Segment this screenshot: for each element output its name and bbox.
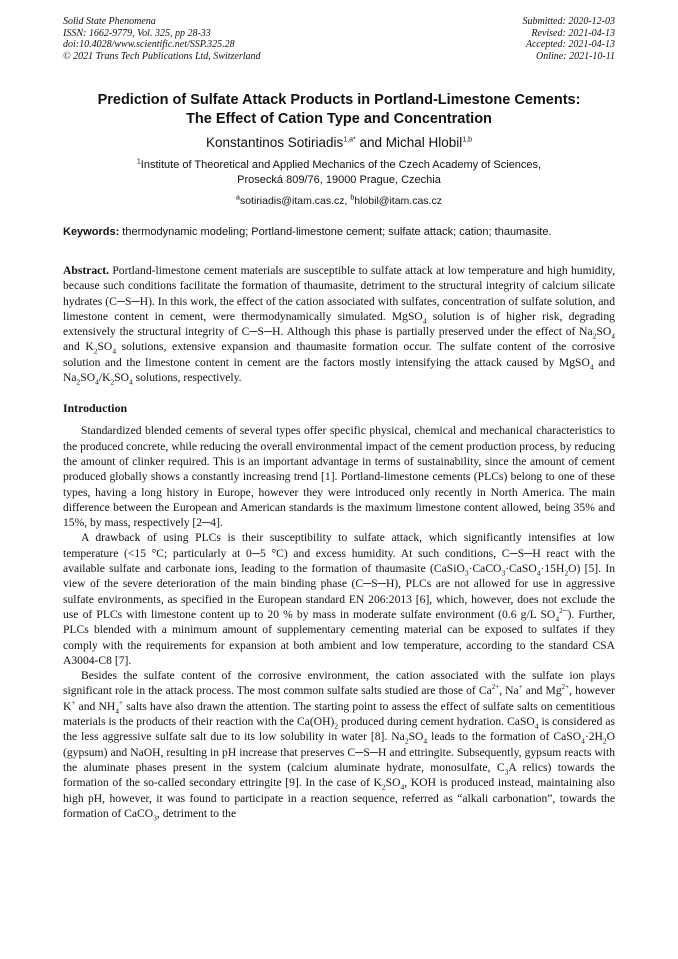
journal-copyright: © 2021 Trans Tech Publications Ltd, Switzerland	[63, 50, 261, 62]
email-a: sotiriadis@itam.cas.cz,	[239, 195, 351, 207]
paragraph-text: and Mg	[522, 684, 562, 698]
abstract-text: solution is of higher risk, degrading extensively the structural integrity of C─S─H. Although this phase is partially preserved under the effect of Na	[63, 309, 615, 339]
abstract-text: and K	[63, 340, 94, 354]
subscript: 2	[381, 782, 386, 792]
abstract-text: SO	[114, 371, 130, 385]
affiliation	[63, 158, 615, 188]
abstract-text: /K	[98, 371, 111, 385]
subscript: 2	[110, 377, 115, 387]
keywords-label: Keywords:	[63, 226, 120, 238]
abstract-text: solutions, respectively.	[132, 371, 242, 385]
journal-header	[63, 16, 615, 62]
paragraph-text: Besides the sulfate content of the corrosive environment, the cation associated with the sulfate ion plays significant role in the attack process. The most common sulfate salts studied are those of Ca	[63, 669, 615, 698]
date-submitted: Submitted: 2020-12-03	[522, 16, 615, 27]
subscript: 4	[422, 316, 427, 326]
subscript: 4	[581, 736, 585, 746]
subscript: 4	[534, 721, 539, 731]
superscript: 2─	[559, 607, 568, 616]
paragraph-text: , KOH is produced instead, maintaining also high pH, however, it was found to participate in a reaction sequence, referred as “alkali carbonation”, towards the formation of CaCO	[63, 776, 615, 820]
paragraph-text: SO	[385, 776, 401, 790]
date-revised: Revised: 2021-04-13	[531, 27, 615, 39]
abstract-text: solutions, extensive expansion and thaumasite formation occur. The sulfate content of the corrosive solution and the limestone content in cement are the factors mostly intensifying the attack caused by MgSO	[63, 340, 616, 369]
subscript: 3	[504, 767, 509, 777]
email-a-sup: a	[236, 194, 240, 202]
paper-title	[63, 91, 615, 129]
superscript: 2+	[491, 683, 500, 692]
paragraph-text: ·CaSO	[505, 562, 537, 576]
paragraph-text: A drawback of using PLCs is their susceptibility to sulfate attack, which significantly intensifies at low temperature (<15 °C; particularly at 0─5 °C) and excess humidity. At such conditions, C─S─H react with the available sulfate and carbonate ions, leading to the formation of thaumasite (CaSiO	[63, 531, 615, 576]
email-b: hlobil@itam.cas.cz	[354, 195, 442, 207]
paragraph-text: O) [5]. In view of the severe deterioration of the main binding phase (C─S─H), PLCs are not allowed for use in aggressive sulfate environments, as specified in the European standard EN 206:2013 [6], which, however, does not exclude the use of PLCs with limestone content up to 20 % by mass in moderate sulfate environment (0.6 g/L SO	[63, 562, 615, 621]
subscript: 2	[93, 346, 98, 356]
subscript: 2	[76, 377, 81, 387]
subscript: 2	[334, 721, 339, 731]
paragraph-text: ). Further, PLCs blended with a minimum amount of supplementary cementing material can be exposed to sulfates if they comply with the requirements for expansion at both ambient and low temperature, according to the standard CSA A3004-C8 [7].	[63, 607, 615, 667]
paragraph-text: is considered as the less aggressive sulfate salt due to its low solubility in water [8]. Na	[63, 715, 615, 744]
paragraph-text: and NH	[75, 699, 116, 713]
paragraph-text: produced during cement hydration. CaSO	[338, 715, 535, 729]
subscript: 4	[115, 706, 120, 716]
subscript: 4	[112, 346, 117, 356]
author-list	[63, 135, 615, 151]
paragraph-text: , Na	[499, 684, 519, 698]
abstract-text: Portland-limestone cement materials are susceptible to sulfate attack at low temperature and high humidity, because such conditions facilitate the formation of thaumasite, detriment to the structural integrity of calcium silicate hydrates (C─S─H). In this work, the effect of the cation associated with sulfates, concentration of sulfate solution, and limestone content in cement, were thermodynamically simulated. MgSO	[63, 264, 615, 323]
intro-paragraph-2	[63, 530, 615, 668]
journal-name: Solid State Phenomena	[63, 16, 156, 27]
subscript: 3	[464, 568, 469, 578]
submission-dates	[523, 16, 616, 62]
subscript: 4	[129, 377, 133, 387]
keywords-text: thermodynamic modeling; Portland-limestone cement; sulfate attack; cation; thaumasite.	[119, 226, 552, 238]
paragraph-text: salts have also drawn the attention. The starting point to assess the effect of sulfate salts on cementitious materials is the products of their reaction with the Ca(OH)	[63, 699, 615, 729]
abstract-text: SO	[80, 371, 96, 385]
subscript: 4	[400, 782, 405, 792]
paragraph-text: leads to the formation of CaSO	[427, 730, 582, 744]
affiliation-sup: 1	[136, 158, 141, 166]
author-emails	[63, 194, 615, 208]
section-heading-introduction: Introduction	[63, 401, 128, 416]
paragraph-text: , however K	[63, 684, 615, 713]
subscript: 4	[611, 331, 615, 341]
subscript: 4	[536, 568, 541, 578]
affiliation-line-1: Institute of Theoretical and Applied Mechanics of the Czech Academy of Sciences,	[140, 159, 542, 171]
intro-paragraph-3	[63, 668, 615, 821]
title-line-1: Prediction of Sulfate Attack Products in Portland-Limestone Cements:	[97, 92, 581, 108]
author-and: and	[355, 135, 386, 150]
superscript: +	[119, 698, 123, 707]
subscript: 2	[602, 736, 607, 746]
author-1-sup: 1,a*	[343, 136, 356, 144]
subscript: 2	[564, 568, 569, 578]
affiliation-line-2: Prosecká 809/76, 19000 Prague, Czechia	[237, 174, 441, 186]
abstract-text: SO	[97, 340, 113, 354]
author-1: Konstantinos Sotiriadis	[205, 135, 344, 150]
journal-info	[63, 16, 261, 62]
subscript: 4	[555, 614, 560, 624]
superscript: +	[518, 683, 523, 692]
abstract-text: SO	[596, 325, 612, 339]
paragraph-text: SO	[408, 730, 424, 744]
paragraph-text: ·2H	[584, 730, 603, 744]
abstract	[63, 263, 615, 385]
subscript: 2	[404, 736, 409, 746]
subscript: 4	[589, 362, 594, 372]
subscript: 4	[423, 736, 428, 746]
intro-paragraph-1: Standardized blended cements of several types offer specific physical, chemical and mechanical characteristics to the produced concrete, while reducing the overall environmental impact of the cement production process, by reducing the amount of clinker required. This is an important advantage in terms of sustainability, since the amount of cement produced globally shows a constantly increasing trend [1]. Portland-limestone cements (PLCs) belong to one of these types, having a long history in Europe, however they were introduced only recently in North America. The main difference between the European and American standards is the maximum limestone content allowed, being 35% and 15%, by mass, respectively [2─4].	[63, 424, 615, 530]
paragraph-text: A relics) towards the formation of the so-called secondary ettringite [9]. In the case of K	[63, 760, 615, 790]
author-2-sup: 1,b	[462, 136, 473, 144]
keywords	[63, 225, 615, 239]
abstract-label: Abstract.	[63, 264, 110, 277]
paragraph-text: ·15H	[540, 562, 565, 576]
superscript: +	[71, 698, 76, 707]
abstract-text: and Na	[63, 355, 616, 385]
author-2: Michal Hlobil	[385, 135, 463, 150]
paragraph-text: ·CaCO	[468, 562, 502, 576]
date-accepted: Accepted: 2021-04-13	[525, 39, 615, 50]
paper-page	[63, 16, 615, 821]
subscript: 2	[592, 331, 597, 341]
title-line-2: The Effect of Cation Type and Concentration	[186, 111, 492, 127]
paragraph-text: O (gypsum) and NaOH, resulting in pH increase that preserves C─S─H and ettringite. Subsequently, gypsum reacts with the aluminate phases present in the system (calcium aluminate hydrate, monosulfate, C	[63, 730, 615, 774]
subscript: 3	[501, 568, 506, 578]
subscript: 4	[95, 377, 99, 387]
email-b-sup: b	[350, 194, 355, 202]
date-online: Online: 2021-10-11	[536, 50, 615, 62]
journal-doi: doi:10.4028/www.scientific.net/SSP.325.28	[63, 39, 235, 50]
subscript: 3	[153, 813, 157, 823]
journal-issn: ISSN: 1662-9779, Vol. 325, pp 28-33	[63, 27, 211, 39]
superscript: 2+	[561, 683, 570, 692]
paragraph-text: , detriment to the	[156, 806, 237, 820]
